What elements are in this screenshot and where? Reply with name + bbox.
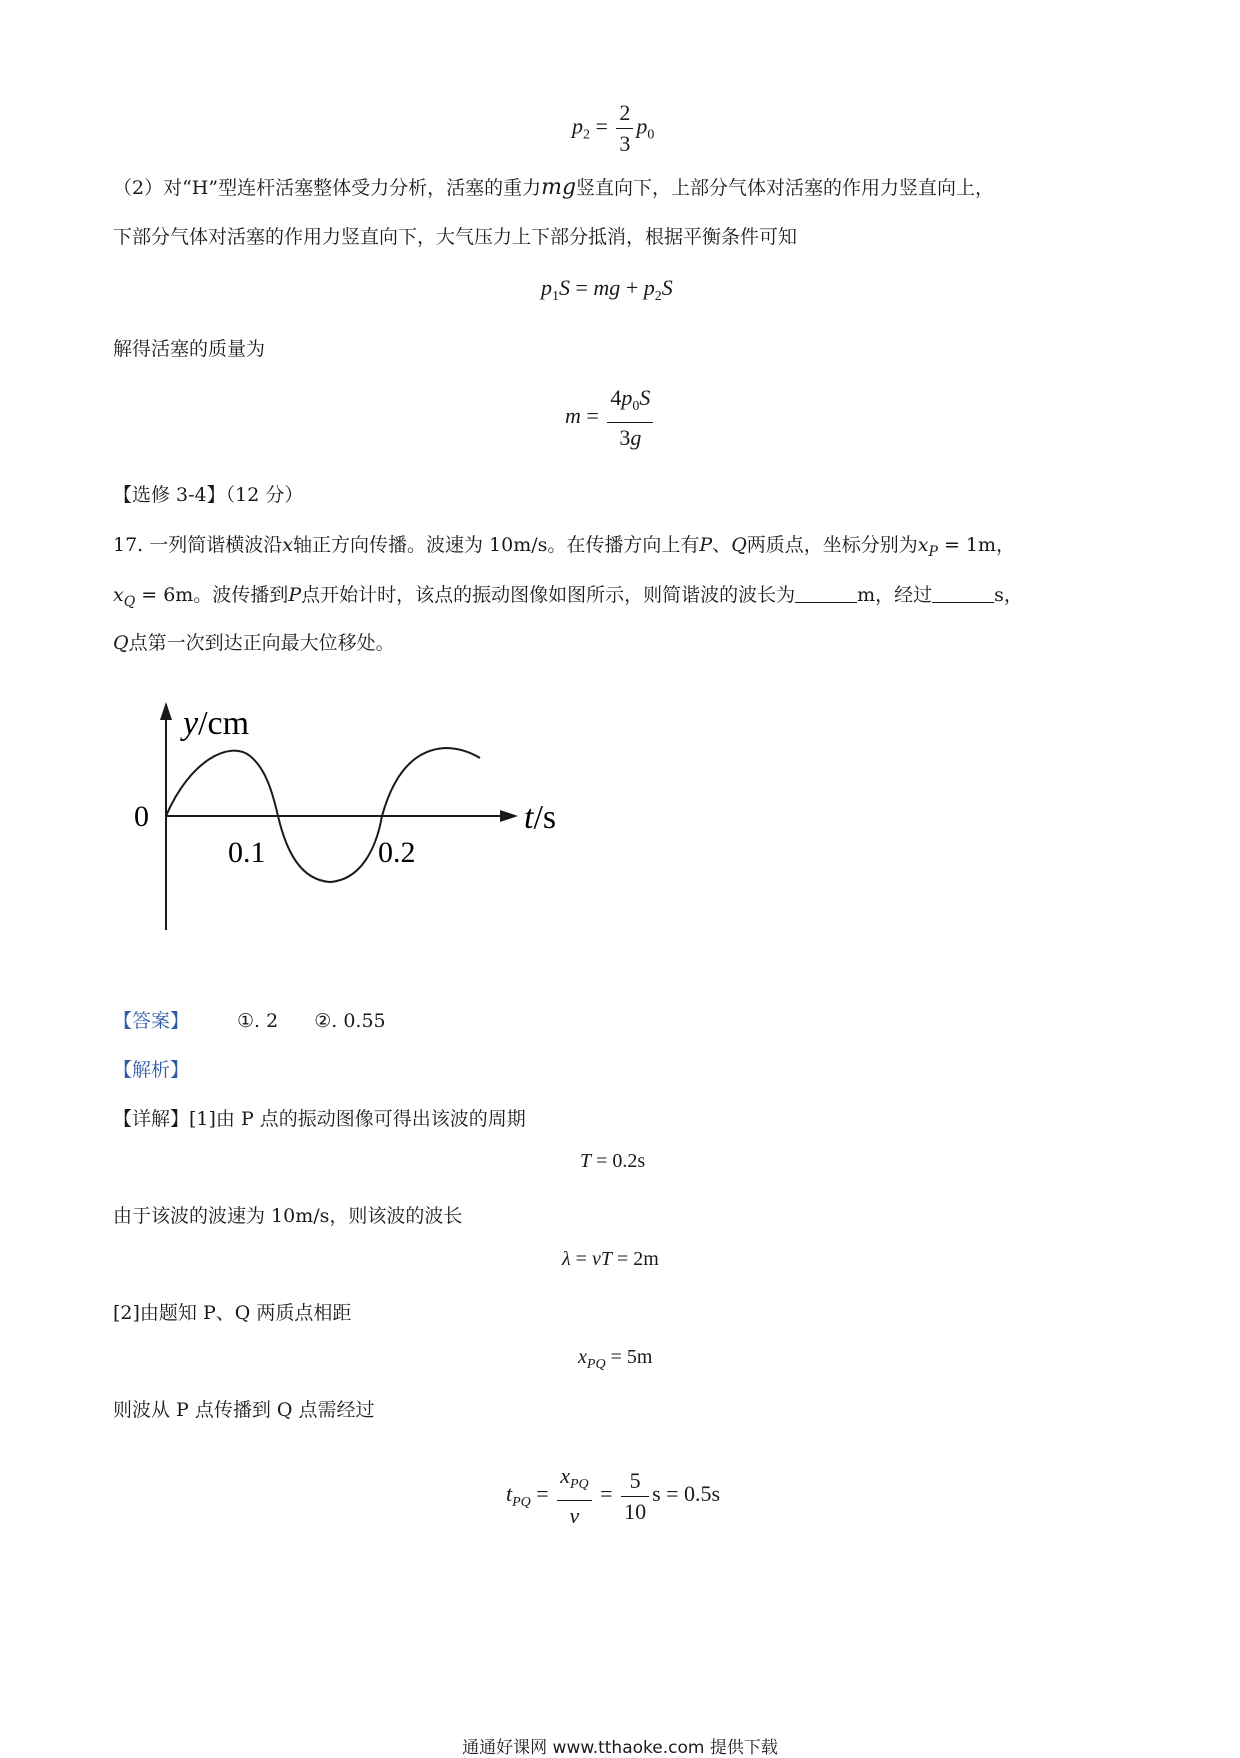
text: = 1m， [937, 534, 1016, 556]
text: 点第一次到达正向最大位移处。 [128, 632, 395, 654]
var-s: S [661, 275, 673, 300]
page-footer: 通通好课网 www.tthaoke.com 提供下载 [462, 1738, 778, 1758]
var-s: S [639, 385, 651, 410]
fraction [621, 1468, 649, 1525]
coef: 3 [619, 425, 631, 450]
y-axis-label [180, 705, 249, 742]
y-unit: /cm [198, 705, 250, 742]
subscript: 2 [583, 127, 590, 143]
var-p: P [288, 584, 302, 606]
t-symbol: t [524, 799, 534, 836]
text: 、 [712, 534, 732, 556]
equals-sign: = [594, 1481, 619, 1507]
subscript: 1 [552, 289, 559, 304]
var-s: S [559, 275, 570, 300]
answer-label: 【答案】 [113, 1010, 190, 1032]
text: [1]由 P 点的振动图像可得出该波的周期 [189, 1108, 526, 1130]
answer-blank-2 [932, 586, 994, 603]
t-axis-label [524, 799, 556, 836]
var-x: x [578, 1346, 587, 1368]
tick-label-0.1: 0.1 [228, 836, 266, 869]
equals-sign: = [570, 275, 594, 300]
q17-line3 [113, 628, 395, 655]
equation-wavelength [562, 1248, 659, 1271]
fraction [557, 1463, 591, 1529]
subscript: PQ [512, 1495, 531, 1511]
answer-blank-1 [795, 586, 857, 603]
plus-sign: + [620, 275, 644, 300]
y-symbol: y [183, 705, 199, 742]
subscript: 2 [654, 289, 662, 304]
var-mg: mg [541, 175, 577, 200]
var-p: P [699, 534, 713, 556]
equation-mass [565, 385, 656, 451]
numerator [607, 385, 653, 423]
text: 两质点，坐标分别为 [746, 534, 918, 556]
t-axis-arrow [500, 810, 518, 822]
var-t: t [506, 1481, 513, 1507]
coef: 4 [610, 385, 622, 410]
subscript: PQ [586, 1357, 606, 1372]
subscript: 0 [632, 399, 640, 414]
fraction [607, 385, 653, 451]
var-x: x [560, 1463, 570, 1488]
var-p: p [572, 113, 583, 139]
text: = 5m [605, 1346, 653, 1368]
detail-label: 【详解】 [113, 1108, 190, 1130]
equals-sign: = [590, 113, 614, 139]
var-m: m [565, 403, 581, 429]
text: m，经过 [857, 584, 933, 606]
denominator: 10 [624, 1498, 647, 1524]
var-q: Q [113, 632, 129, 654]
paragraph-force-analysis-line2: 下部分气体对活塞的作用力竖直向下，大气压力上下部分抵消，根据平衡条件可知 [113, 226, 798, 248]
subscript: 0 [647, 127, 655, 143]
var-g: g [630, 425, 642, 450]
equation-balance [541, 275, 673, 305]
var-p: p [636, 113, 648, 139]
section-header: 【选修 3-4】（12 分） [113, 484, 304, 506]
numerator: 2 [616, 100, 633, 129]
var-p: p [643, 275, 655, 300]
text: = 0.2s [591, 1150, 646, 1172]
analysis-label: 【解析】 [113, 1059, 190, 1081]
text: 轴正方向传播。波速为 10m/s。在传播方向上有 [292, 534, 700, 556]
var-mg: mg [593, 275, 621, 300]
equals-sign: = [530, 1481, 555, 1507]
var-t: T [600, 1248, 612, 1270]
subscript: PQ [569, 1477, 589, 1492]
text: 点开始计时，该点的振动图像如图所示，则简谐波的波长为 [301, 584, 796, 606]
text: 17. 一列简谐横波沿 [113, 534, 283, 556]
fraction [616, 100, 633, 157]
var-t: T [580, 1150, 592, 1172]
paragraph-mass: 解得活塞的质量为 [113, 338, 266, 360]
t-unit: /s [533, 799, 557, 836]
numerator: 5 [621, 1468, 649, 1497]
var-v: v [591, 1248, 601, 1270]
equation-period [580, 1150, 645, 1173]
equation-travel-time [506, 1463, 720, 1529]
equation-distance [578, 1346, 652, 1373]
detail-line1 [113, 1104, 526, 1131]
var-q: Q [731, 534, 747, 556]
answer-1: ①. 2 [237, 1010, 279, 1032]
vibration-graph [120, 690, 580, 940]
detail-line2: [2]由题知 P、Q 两质点相距 [113, 1302, 352, 1324]
var-x: x [113, 584, 124, 606]
var-x: x [917, 534, 929, 556]
text: 竖直向下，上部分气体对活塞的作用力竖直向上， [576, 177, 995, 199]
denominator [607, 423, 653, 451]
subscript: P [928, 544, 938, 560]
answer-2: ②. 0.55 [314, 1010, 386, 1032]
text: s， [994, 584, 1023, 606]
var-p: p [621, 385, 633, 410]
text: = 2m [611, 1248, 659, 1270]
tick-label-0.2: 0.2 [378, 836, 416, 869]
numerator [557, 1463, 591, 1501]
text: （2）对“H”型连杆活塞整体受力分析，活塞的重力 [113, 177, 542, 199]
var-lambda: λ [562, 1248, 571, 1270]
subscript: Q [123, 594, 136, 610]
equals-sign: = [570, 1248, 592, 1270]
q17-line1 [113, 530, 1015, 560]
var-x: x [282, 534, 293, 556]
var-p: p [541, 275, 552, 300]
paragraph-travel: 则波从 P 点传播到 Q 点需经过 [113, 1399, 375, 1421]
q17-line2 [113, 580, 1023, 610]
paragraph-speed: 由于该波的波速为 10m/s，则该波的波长 [113, 1205, 463, 1227]
y-axis-arrow [160, 702, 172, 720]
paragraph-force-analysis-line1 [113, 173, 994, 200]
denominator: v [569, 1503, 580, 1528]
equation-p2 [572, 100, 654, 157]
origin-label: 0 [134, 800, 149, 833]
equals-sign: = [580, 403, 605, 429]
answer-line [113, 1006, 386, 1033]
text: s = 0.5s [652, 1481, 721, 1507]
denominator: 3 [619, 131, 631, 156]
text: = 6m。波传播到 [135, 584, 289, 606]
